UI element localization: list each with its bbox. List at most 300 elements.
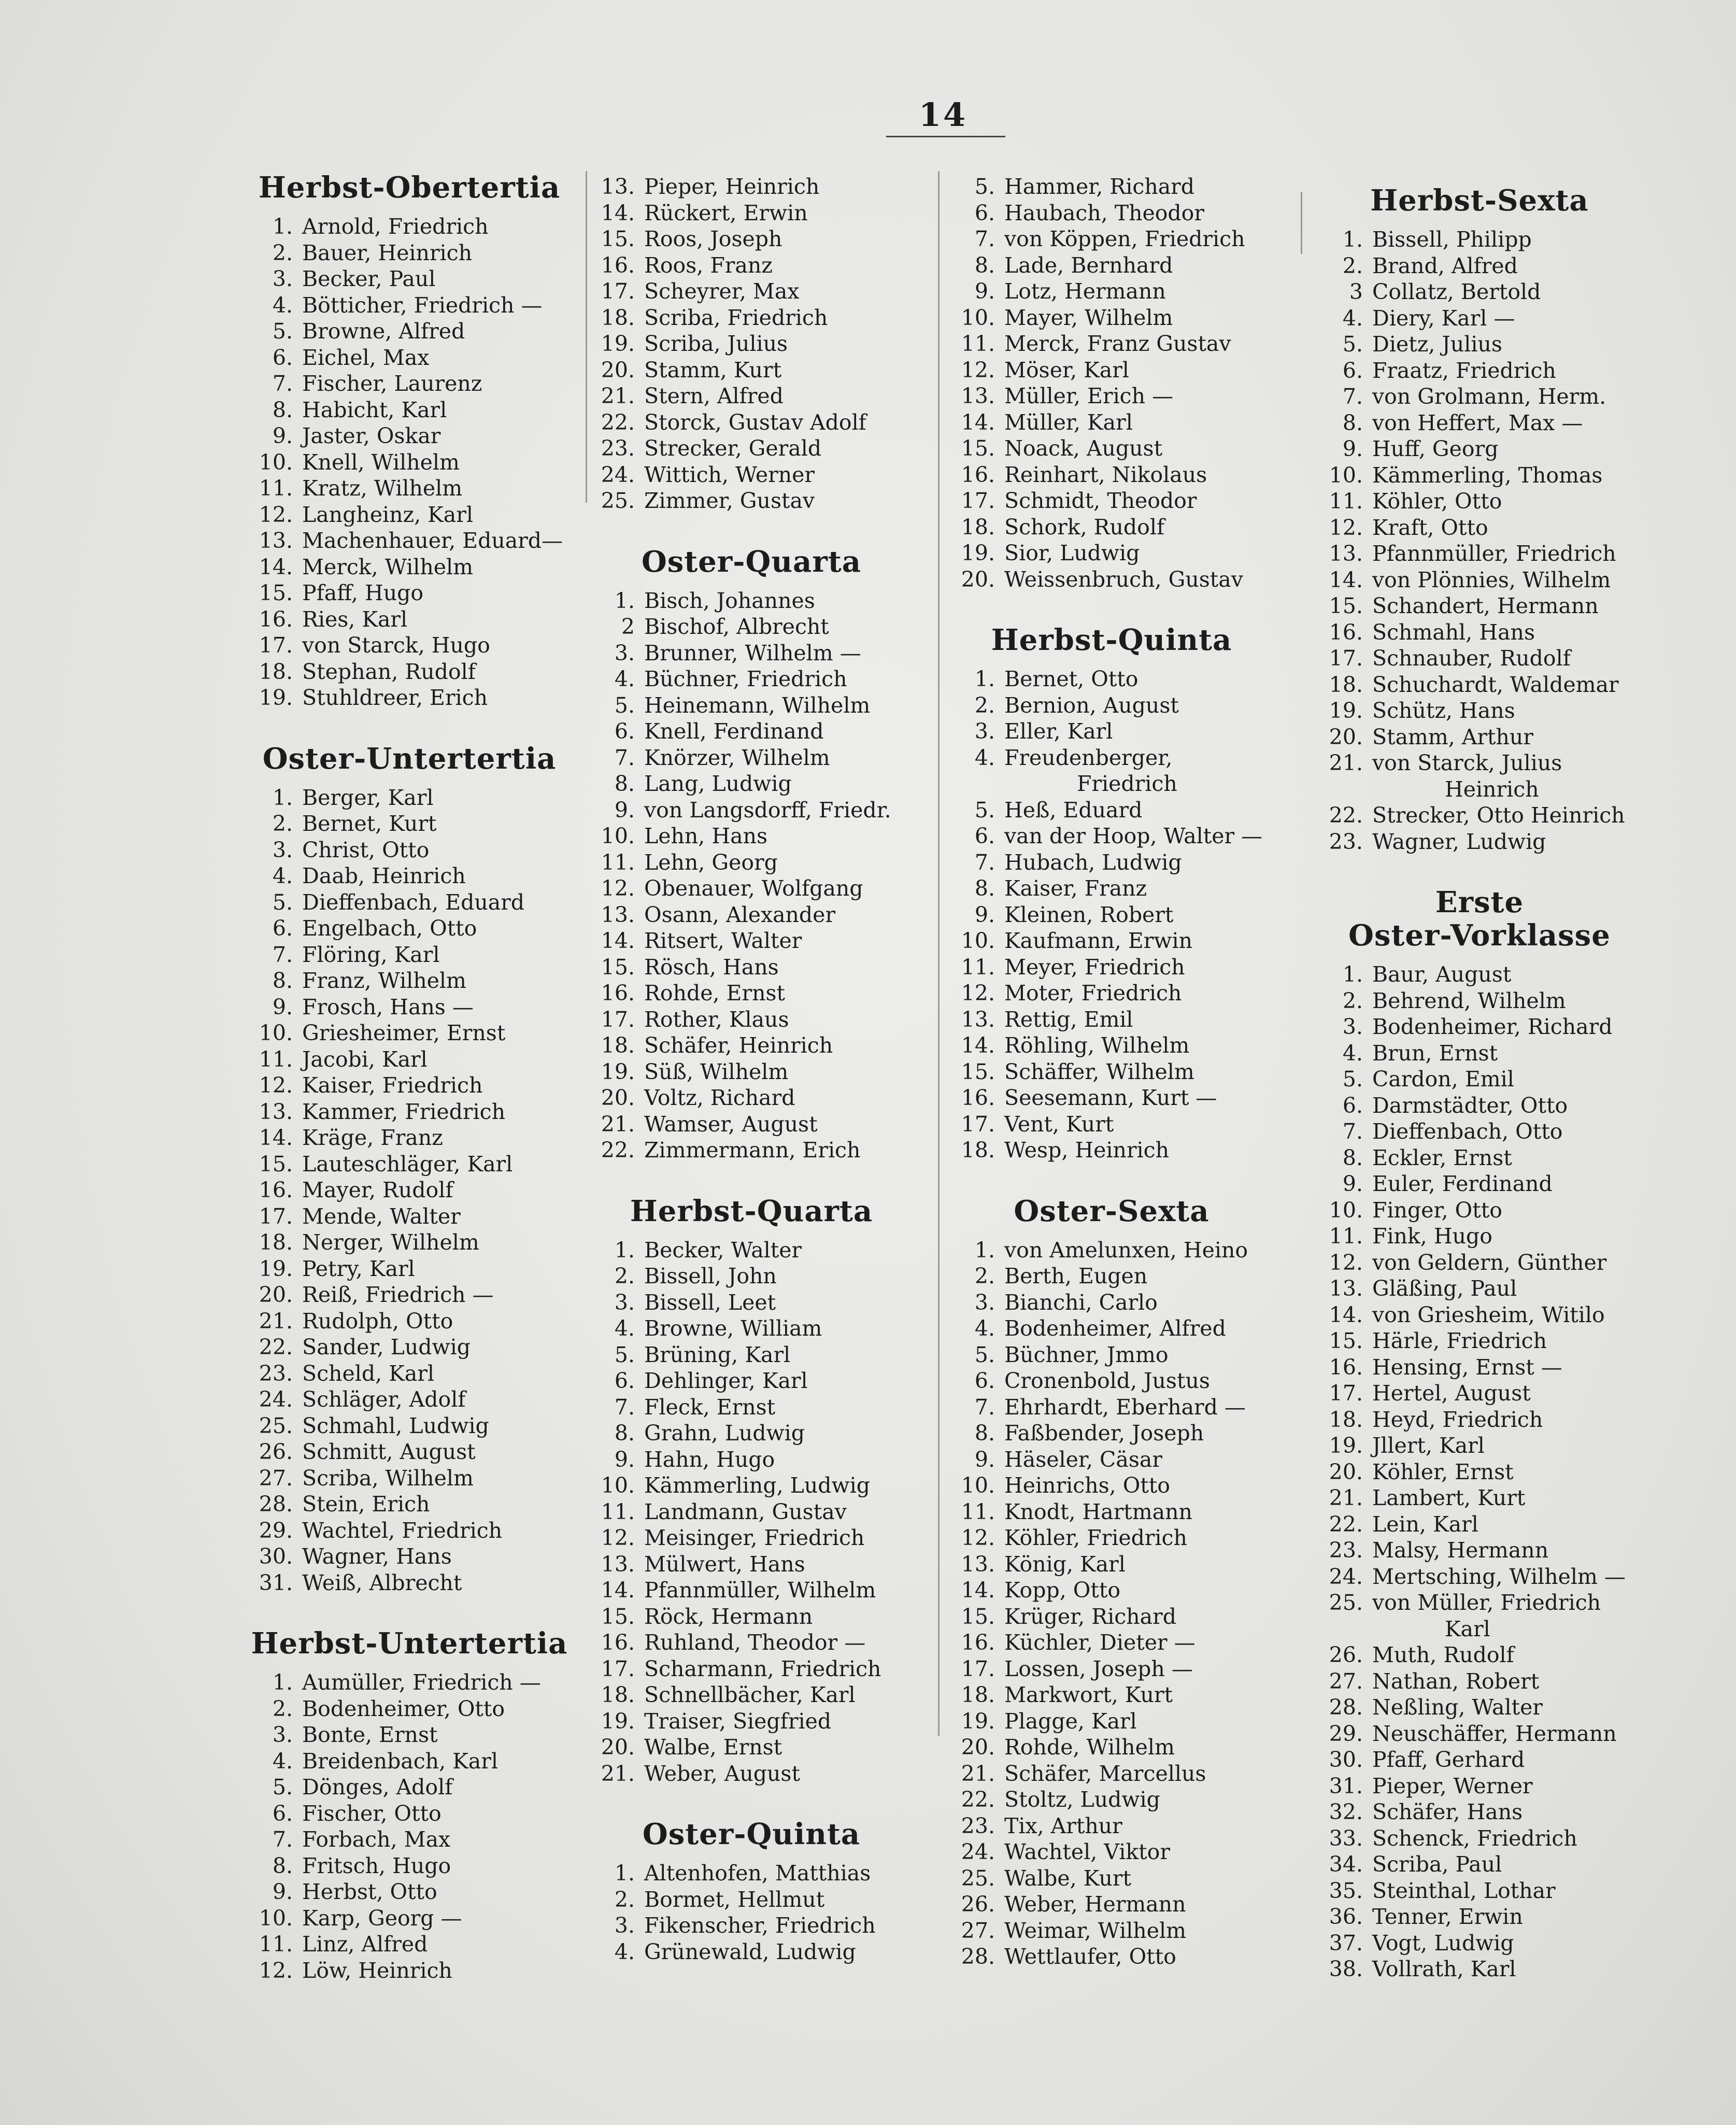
list-item (586, 1368, 917, 1394)
section-title (586, 1195, 917, 1228)
entry-number: 20. (961, 1735, 995, 1760)
student-name: Walbe, Ernst (644, 1735, 782, 1760)
list-item (946, 174, 1277, 200)
entry-number: 13. (259, 528, 293, 553)
entry-number: 26. (961, 1892, 995, 1917)
list-item (586, 1394, 917, 1421)
student-name: Dönges, Adolf (302, 1775, 453, 1800)
student-name: von Heffert, Max — (1372, 410, 1583, 435)
entry-number: 13. (961, 1007, 995, 1032)
student-name: Schäfer, Hans (1372, 1800, 1523, 1824)
list-item (946, 1007, 1277, 1033)
entry-number: 8. (614, 771, 635, 796)
student-name: Petry, Karl (302, 1256, 415, 1281)
student-name: Ritsert, Walter (644, 928, 802, 953)
student-name: Scheyrer, Max (644, 279, 800, 304)
student-name: Vogt, Ludwig (1372, 1930, 1514, 1956)
list-item (946, 1447, 1277, 1473)
list-item (244, 1361, 575, 1387)
list-item (1314, 988, 1645, 1014)
student-name: Neuschäffer, Hermann (1372, 1721, 1617, 1746)
entry-number: 11. (601, 849, 635, 875)
list-item (1314, 1642, 1645, 1668)
student-name: Tenner, Erwin (1372, 1904, 1523, 1929)
student-name: Pieper, Heinrich (644, 174, 820, 199)
student-name: Griesheimer, Ernst (302, 1021, 506, 1045)
entry-number: 9. (974, 902, 995, 927)
list-item (1314, 1014, 1645, 1040)
list-item (1314, 776, 1645, 803)
entry-number: 18. (961, 1682, 995, 1707)
list-item (1314, 1564, 1645, 1590)
entry-number: 22. (961, 1787, 995, 1812)
entry-number: 22. (1329, 803, 1363, 828)
student-name: Lambert, Kurt (1372, 1485, 1526, 1510)
list-item (586, 305, 917, 331)
entry-number: 1. (614, 1237, 635, 1263)
entry-number: 2. (272, 240, 293, 265)
student-name: Schenck, Friedrich (1372, 1825, 1577, 1851)
list-item (946, 1708, 1277, 1735)
entry-number: 21. (259, 1308, 293, 1334)
student-name: Köhler, Ernst (1372, 1459, 1514, 1484)
student-name: Süß, Wilhelm (644, 1059, 789, 1084)
student-name: Seesemann, Kurt — (1004, 1085, 1217, 1110)
list-item (946, 1472, 1277, 1499)
student-name: Stamm, Arthur (1372, 724, 1533, 749)
entry-number: 19. (1329, 698, 1363, 723)
list-item (244, 1413, 575, 1439)
student-name: Eichel, Max (302, 345, 430, 370)
entry-number: 12. (961, 1525, 995, 1550)
list-item (946, 226, 1277, 252)
class-section (586, 545, 917, 1164)
entry-number: 13. (961, 384, 995, 408)
entry-number: 8. (1342, 1145, 1363, 1170)
student-list (946, 1237, 1277, 1970)
list-item (244, 1853, 575, 1879)
class-section (244, 742, 575, 1596)
list-item (1314, 645, 1645, 672)
list-item (946, 849, 1277, 876)
list-item (1314, 1407, 1645, 1433)
list-item (244, 1958, 575, 1984)
entry-number: 17. (1329, 1381, 1363, 1406)
list-item (946, 462, 1277, 488)
list-item (946, 1682, 1277, 1708)
student-name: Scriba, Wilhelm (302, 1465, 474, 1491)
entry-number: 21. (961, 1761, 995, 1786)
student-name: Dieffenbach, Otto (1372, 1119, 1563, 1144)
entry-number: 20. (1329, 724, 1363, 749)
list-item (244, 423, 575, 449)
list-item (946, 980, 1277, 1007)
student-name: Stein, Erich (302, 1492, 430, 1517)
list-item (1314, 436, 1645, 462)
student-name: Schäffer, Wilhelm (1004, 1059, 1194, 1084)
list-item (244, 214, 575, 240)
entry-number: 11. (961, 1499, 995, 1524)
list-item (1314, 567, 1645, 593)
student-name: Vent, Kurt (1004, 1111, 1114, 1137)
section-title-line: Oster-Sexta (1014, 1194, 1209, 1228)
student-name: Kratz, Wilhelm (302, 476, 463, 501)
student-name: Machenhauer, Eduard— (302, 528, 563, 553)
entry-number: 9. (614, 797, 635, 823)
list-item (586, 1734, 917, 1761)
student-name: Bissell, John (644, 1264, 777, 1288)
student-name: Traiser, Siegfried (644, 1708, 832, 1734)
list-item (586, 1761, 917, 1787)
entry-number: 16. (601, 981, 635, 1005)
student-name: Eller, Karl (1004, 719, 1113, 744)
list-item (1314, 358, 1645, 384)
list-item (946, 902, 1277, 928)
entry-number: 4. (1342, 1040, 1363, 1066)
student-name: Browne, William (644, 1316, 822, 1341)
student-name: Vollrath, Karl (1372, 1957, 1516, 1981)
list-item (586, 174, 917, 200)
student-name: Nathan, Robert (1372, 1668, 1540, 1694)
student-name: Sior, Ludwig (1004, 541, 1140, 565)
section-title (244, 171, 575, 204)
section-title-line: Oster-Vorklasse (1348, 918, 1611, 953)
entry-number: 4. (614, 1939, 635, 1964)
list-item (1314, 1537, 1645, 1564)
entry-number: 8. (974, 252, 995, 278)
student-name: Bodenheimer, Alfred (1004, 1316, 1226, 1341)
list-item (1314, 672, 1645, 698)
student-name: Fikenscher, Friedrich (644, 1913, 876, 1938)
list-item (586, 1111, 917, 1138)
student-name: Ries, Karl (302, 606, 408, 632)
entry-number: 15. (259, 1151, 293, 1177)
entry-number: 17. (961, 488, 995, 513)
list-item (946, 1839, 1277, 1865)
student-name: Ruhland, Theodor — (644, 1630, 866, 1655)
entry-number: 22. (1329, 1511, 1363, 1537)
column-1 (244, 171, 575, 2015)
list-item (1314, 1616, 1645, 1642)
list-item (1314, 1721, 1645, 1747)
list-item (244, 1669, 575, 1696)
entry-number: 11. (259, 1046, 293, 1072)
class-section (1314, 886, 1645, 1982)
student-name: Röhling, Wilhelm (1004, 1033, 1190, 1058)
list-item (244, 318, 575, 345)
list-item (1314, 1956, 1645, 1982)
list-item (946, 954, 1277, 981)
student-name: Frosch, Hans — (302, 994, 474, 1019)
entry-number: 7. (614, 745, 635, 770)
student-name: Rother, Klaus (644, 1007, 789, 1032)
list-item (586, 226, 917, 252)
entry-number: 7. (974, 1394, 995, 1420)
entry-number: 9. (272, 1879, 293, 1904)
student-name: Rückert, Erwin (644, 200, 808, 225)
list-item (1314, 1171, 1645, 1197)
list-item (1314, 1197, 1645, 1224)
entry-number: 34. (1329, 1852, 1363, 1877)
entry-number: 14. (601, 928, 635, 953)
column-divider (938, 171, 940, 1736)
entry-number: 7. (272, 942, 293, 967)
student-name: Kammer, Friedrich (302, 1099, 506, 1124)
list-item (244, 942, 575, 968)
student-name: von Müller, Friedrich (1372, 1590, 1601, 1615)
student-name: Hammer, Richard (1004, 174, 1195, 199)
list-item (244, 1386, 575, 1413)
list-item (1314, 279, 1645, 305)
list-item (586, 1630, 917, 1656)
entry-number: 14. (961, 409, 995, 435)
list-item (586, 980, 917, 1007)
list-item (1314, 1223, 1645, 1250)
student-name: Browne, Alfred (302, 319, 465, 344)
student-name: Schäfer, Marcellus (1004, 1761, 1206, 1786)
entry-number: 10. (961, 1473, 995, 1498)
student-name: Kaiser, Friedrich (302, 1073, 483, 1098)
list-item (244, 1151, 575, 1178)
list-item (946, 1525, 1277, 1551)
entry-number: 3. (272, 1722, 293, 1747)
list-item (1314, 1433, 1645, 1459)
section-title (244, 1627, 575, 1660)
entry-number: 24. (1329, 1564, 1363, 1589)
section-title (586, 1818, 917, 1851)
student-name: Kleinen, Robert (1004, 902, 1174, 927)
list-item (946, 875, 1277, 902)
student-name: Steinthal, Lothar (1372, 1878, 1556, 1903)
entry-number: 9. (1342, 436, 1363, 461)
student-name: König, Karl (1004, 1551, 1126, 1577)
class-section (586, 1195, 917, 1787)
list-item (1314, 698, 1645, 724)
class-section (1314, 184, 1645, 855)
list-item (946, 928, 1277, 954)
student-name: Wamser, August (644, 1111, 818, 1137)
list-item (1314, 541, 1645, 567)
entry-number: 13. (601, 1551, 635, 1577)
list-item (244, 1020, 575, 1046)
student-name: Walbe, Kurt (1004, 1865, 1131, 1891)
student-name: Pfannmüller, Wilhelm (644, 1578, 876, 1603)
student-name: Reinhart, Nikolaus (1004, 462, 1207, 487)
student-name: Pfaff, Gerhard (1372, 1747, 1525, 1772)
entry-number: 9. (974, 279, 995, 304)
entry-number: 4. (272, 292, 293, 318)
class-section (946, 1195, 1277, 1970)
list-item (1314, 1093, 1645, 1119)
entry-number: 7. (974, 226, 995, 251)
entry-number: 17. (1329, 646, 1363, 671)
list-item (586, 614, 917, 640)
list-item (586, 692, 917, 719)
entry-number: 5. (1342, 332, 1363, 357)
entry-number: 25. (1329, 1590, 1363, 1615)
entry-number: 23. (601, 436, 635, 461)
entry-number: 15. (259, 580, 293, 605)
student-name: Cronenbold, Justus (1004, 1368, 1210, 1393)
student-name: Möser, Karl (1004, 357, 1129, 382)
list-item (244, 1491, 575, 1518)
list-item (244, 968, 575, 994)
student-list (586, 1237, 917, 1787)
entry-number: 27. (961, 1918, 995, 1943)
student-name: Franz, Wilhelm (302, 968, 466, 993)
list-item (946, 1315, 1277, 1342)
entry-number: 1. (614, 1861, 635, 1886)
list-item (244, 266, 575, 292)
entry-number: 5. (272, 1775, 293, 1800)
entry-number: 27. (1329, 1668, 1363, 1694)
entry-number: 2. (272, 811, 293, 836)
list-item (946, 566, 1277, 593)
entry-number: 3. (614, 1290, 635, 1315)
entry-number: 15. (961, 1059, 995, 1084)
entry-number: 19. (601, 1708, 635, 1734)
student-name: Schmidt, Theodor (1004, 488, 1197, 513)
student-name: Weber, Hermann (1004, 1892, 1186, 1917)
entry-number: 20. (259, 1282, 293, 1307)
section-title-line: Herbst-Obertertia (258, 171, 561, 205)
student-name: Stephan, Rudolf (302, 659, 476, 684)
list-item (244, 606, 575, 633)
list-item (1314, 1066, 1645, 1093)
list-item (946, 1111, 1277, 1138)
entry-number: 4. (974, 1316, 995, 1341)
student-name: Dietz, Julius (1372, 332, 1502, 357)
list-item (586, 488, 917, 514)
list-item (244, 554, 575, 580)
student-name: Darmstädter, Otto (1372, 1093, 1568, 1118)
entry-number: 10. (601, 1473, 635, 1498)
entry-number: 11. (961, 954, 995, 980)
list-item (1314, 384, 1645, 410)
list-item (1314, 331, 1645, 358)
entry-number: 12. (1329, 1250, 1363, 1275)
student-name: Bernet, Kurt (302, 811, 437, 836)
entry-number: 25. (259, 1413, 293, 1438)
student-name: Bonte, Ernst (302, 1722, 438, 1747)
section-title (1314, 886, 1645, 952)
entry-number: 4. (272, 1748, 293, 1774)
entry-number: 28. (961, 1944, 995, 1969)
student-name: Weimar, Wilhelm (1004, 1918, 1186, 1943)
list-item (586, 954, 917, 981)
list-item (1314, 829, 1645, 855)
entry-number: 10. (259, 449, 293, 475)
student-name: Collatz, Bertold (1372, 279, 1541, 304)
entry-number: 21. (601, 1761, 635, 1786)
entry-number: 20. (1329, 1459, 1363, 1484)
list-item (244, 1125, 575, 1151)
student-name: Tix, Arthur (1004, 1813, 1122, 1838)
list-item (244, 811, 575, 837)
student-name: Heyd, Friedrich (1372, 1407, 1543, 1432)
student-name: Faßbender, Joseph (1004, 1421, 1204, 1446)
student-name: Heinrich (1445, 776, 1539, 802)
student-name: Schnellbächer, Karl (644, 1682, 856, 1707)
student-name: Moter, Friedrich (1004, 981, 1182, 1005)
student-name: Lein, Karl (1372, 1511, 1478, 1537)
student-name: Knörzer, Wilhelm (644, 745, 830, 770)
list-item (1314, 1851, 1645, 1878)
list-item (244, 371, 575, 397)
list-item (946, 1137, 1277, 1164)
list-item (1314, 1354, 1645, 1381)
list-item (586, 1342, 917, 1368)
list-item (946, 1059, 1277, 1085)
entry-number: 19. (961, 541, 995, 565)
list-item (586, 771, 917, 797)
student-name: Arnold, Friedrich (302, 214, 489, 239)
list-item (1314, 1118, 1645, 1145)
column-divider (1301, 192, 1302, 254)
entry-number: 2. (614, 1264, 635, 1288)
list-item (1314, 410, 1645, 436)
list-item (1314, 462, 1645, 489)
list-item (946, 1368, 1277, 1394)
list-item (946, 1813, 1277, 1839)
list-item (244, 1518, 575, 1544)
student-name: Behrend, Wilhelm (1372, 988, 1566, 1013)
list-item (586, 1860, 917, 1887)
student-name: Bissell, Philipp (1372, 227, 1532, 252)
entry-number: 10. (961, 305, 995, 330)
list-item (946, 666, 1277, 692)
entry-number (946, 771, 1004, 797)
list-item (1314, 1276, 1645, 1302)
list-item (244, 1256, 575, 1282)
list-item (586, 1708, 917, 1735)
student-name: Becker, Paul (302, 266, 436, 291)
student-name: Kämmerling, Ludwig (644, 1473, 870, 1498)
student-name: Meisinger, Friedrich (644, 1525, 865, 1550)
list-item (1314, 1145, 1645, 1171)
list-item (946, 823, 1277, 849)
list-item (244, 1308, 575, 1335)
entry-number: 5. (974, 1342, 995, 1367)
entry-number: 26. (259, 1439, 293, 1464)
list-item (586, 278, 917, 305)
list-item (586, 1525, 917, 1551)
student-name: Wettlaufer, Otto (1004, 1944, 1176, 1969)
entry-number: 13. (601, 902, 635, 927)
student-name: Lauteschläger, Karl (302, 1151, 513, 1177)
list-item (586, 1085, 917, 1111)
list-item (946, 745, 1277, 771)
student-name: Büchner, Friedrich (644, 667, 847, 691)
class-section (946, 624, 1277, 1164)
entry-number: 17. (259, 1203, 293, 1229)
student-name: Krüger, Richard (1004, 1604, 1176, 1629)
list-item (586, 1007, 917, 1033)
student-name: Lang, Ludwig (644, 771, 792, 796)
list-item (586, 718, 917, 745)
list-item (1314, 1380, 1645, 1407)
student-name: Euler, Ferdinand (1372, 1171, 1553, 1196)
entry-number: 7. (1342, 1119, 1363, 1144)
entry-number: 11. (259, 1932, 293, 1957)
student-name: Eckler, Ernst (1372, 1145, 1512, 1170)
entry-number: 23. (1329, 829, 1363, 854)
student-name: Bernion, August (1004, 692, 1179, 718)
student-name: Hubach, Ludwig (1004, 849, 1182, 875)
student-name: Aumüller, Friedrich — (302, 1670, 541, 1695)
student-name: Schandert, Hermann (1372, 593, 1599, 618)
list-item (244, 345, 575, 371)
